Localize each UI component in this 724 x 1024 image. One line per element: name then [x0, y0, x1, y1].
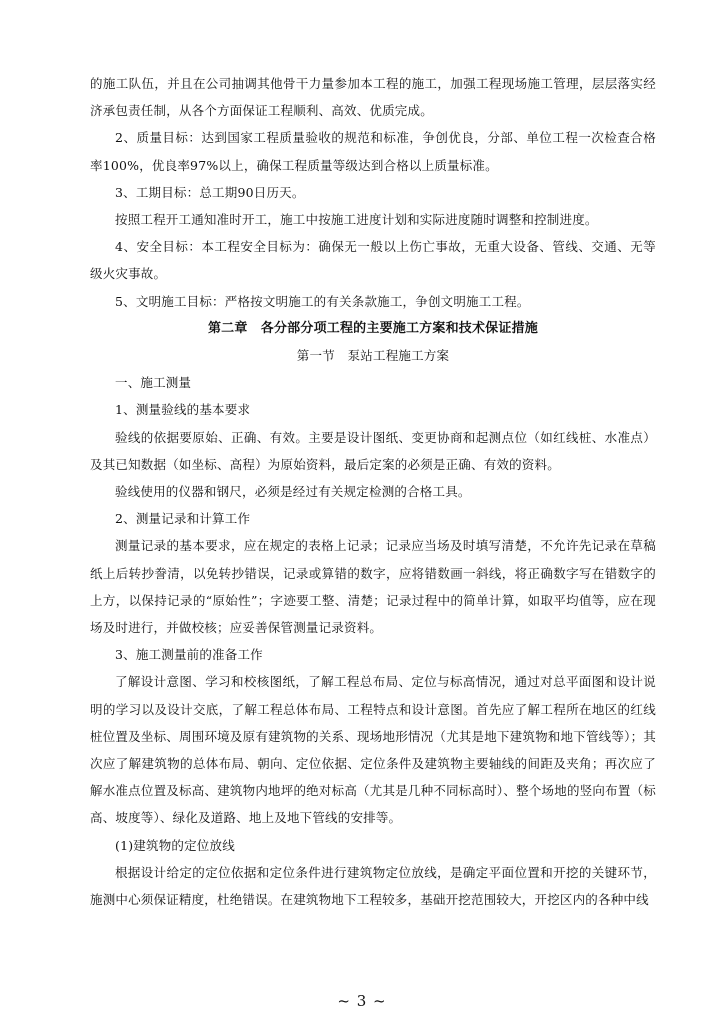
document-body — [90, 70, 656, 913]
paragraph-schedule-control: 按照工程开工通知准时开工，施工中按施工进度计划和实际进度随时调整和控制进度。 — [115, 212, 598, 228]
paragraph-survey-records: 测量记录的基本要求，应在规定的表格上记录；记录应当场及时填写清楚，不允许先记录在草稿纸上后转抄誊清，以免转抄错误，记录或算错的数字，应将错数画一斜线，将正确数字写在错数字的上方，以保持记录的“原始性”；字迹要工整、清楚；记录过程中的简单计算，如取平均值等，应在现场及时进行，并做校核；应妥善保管测量记录资料。 — [90, 538, 656, 636]
heading-survey-records: 2、测量记录和计算工作 — [115, 511, 251, 527]
heading-building-layout: (1)建筑物的定位放线 — [115, 837, 235, 853]
page-number: ~ 3 ~ — [337, 992, 387, 1010]
heading-survey-requirements: 1、测量验线的基本要求 — [115, 402, 251, 418]
paragraph-safety-goal: 4、安全目标：本工程安全目标为：确保无一般以上伤亡事故，无重大设备、管线、交通、无等级火灾事故。 — [90, 239, 656, 282]
paragraph-survey-basis: 验线的依据要原始、正确、有效。主要是设计图纸、变更协商和起测点位（如红线桩、水准点）及其已知数据（如坐标、高程）为原始资料，最后定案的必须是正确、有效的资料。 — [90, 429, 656, 472]
chapter-title: 第二章 各分部分项工程的主要施工方案和技术保证措施 — [207, 320, 538, 336]
heading-construction-survey: 一、施工测量 — [115, 375, 192, 391]
paragraph-survey-instruments: 验线使用的仪器和钢尺，必须是经过有关规定检测的合格工具。 — [115, 484, 471, 500]
paragraph-building-layout: 根据设计给定的定位依据和定位条件进行建筑物定位放线，是确定平面位置和开挖的关键环节，施测中心须保证精度，杜绝错误。在建筑物地下工程较多，基础开挖范围较大，开挖区内的各种中线 — [90, 864, 656, 908]
paragraph-civilized-goal: 5、文明施工目标：严格按文明施工的有关条款施工，争创文明施工工程。 — [115, 293, 530, 309]
paragraph-survey-preparation: 了解设计意图、学习和校核图纸，了解工程总布局、定位与标高情况，通过对总平面图和设计说明的学习以及设计交底，了解工程总体布局、工程特点和设计意图。首先应了解工程所在地区的红线桩位置及坐标、周围环境及原有建筑物的关系、现场地形情况（尤其是地下建筑物和地下管线等）；其次应了解建筑物的总体布局、朝向、定位依据、定位条件及建筑物主要轴线的间距及夹角；再次应了解水准点位置及标高、建筑物内地坪的绝对标高（尤其是几种不同标高时）、整个场地的竖向布置（标高、坡度等）、绿化及道路、地上及地下管线的安排等。 — [90, 674, 656, 826]
paragraph-quality-goal: 2、质量目标：达到国家工程质量验收的规范和标准，争创优良，分部、单位工程一次检查合格率100%，优良率97%以上，确保工程质量等级达到合格以上质量标准。 — [90, 130, 656, 173]
heading-survey-preparation: 3、施工测量前的准备工作 — [115, 647, 263, 663]
section-title: 第一节 泵站工程施工方案 — [296, 348, 450, 364]
paragraph-continuation: 的施工队伍，并且在公司抽调其他骨干力量参加本工程的施工，加强工程现场施工管理，层层落实经济承包责任制，从各个方面保证工程顺利、高效、优质完成。 — [90, 76, 656, 119]
paragraph-schedule-goal: 3、工期目标：总工期90日历天。 — [115, 184, 305, 200]
